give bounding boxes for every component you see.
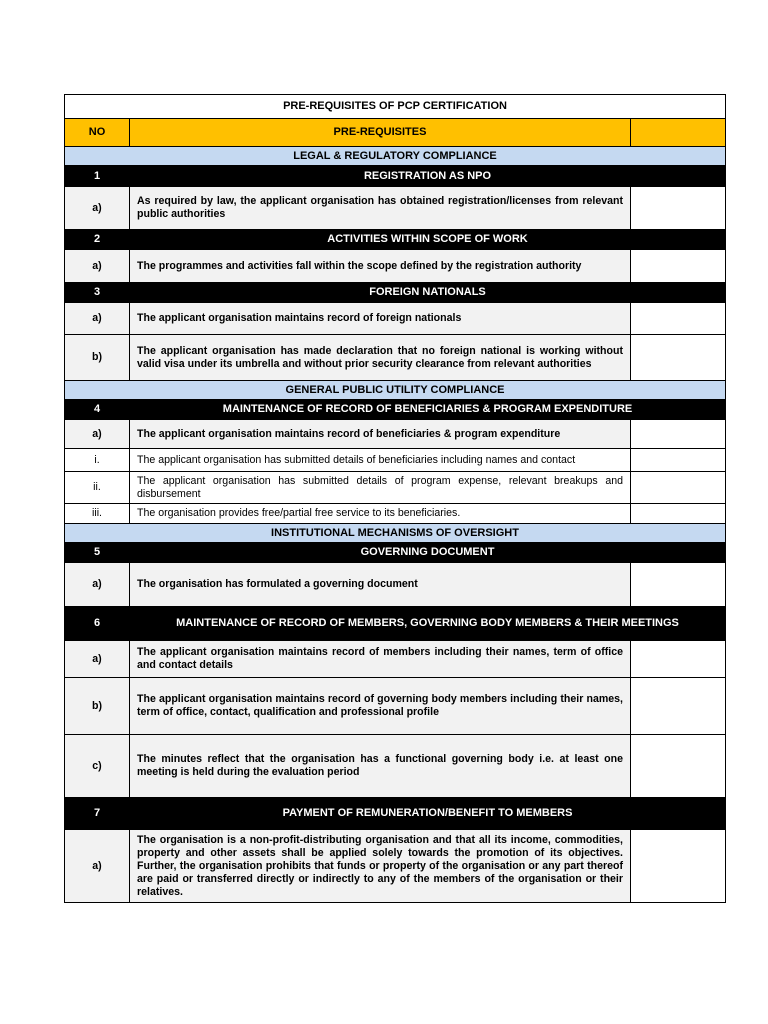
compliance-cell[interactable] [631, 335, 726, 381]
item-label: a) [65, 563, 130, 607]
item-description: The applicant organisation has made declaration that no foreign national is working without valid visa under its umbrella and without prior security clearance from relevant authorities [130, 335, 631, 381]
group-title: ACTIVITIES WITHIN SCOPE OF WORK [130, 230, 726, 250]
item-description: The applicant organisation maintains record of members including their names, term of office and contact details [130, 641, 631, 678]
group-number: 4 [65, 400, 130, 420]
group-title: MAINTENANCE OF RECORD OF MEMBERS, GOVERNING BODY MEMBERS & THEIR MEETINGS [130, 607, 726, 641]
column-header-row [65, 119, 726, 147]
section-title: LEGAL & REGULATORY COMPLIANCE [65, 147, 726, 166]
group-title: PAYMENT OF REMUNERATION/BENEFIT TO MEMBERS [130, 798, 726, 830]
item-label: iii. [65, 504, 130, 524]
group-header-row [65, 543, 726, 563]
table-title-row [65, 95, 726, 119]
prerequisite-row [65, 420, 726, 449]
prerequisite-row [65, 303, 726, 335]
group-number: 7 [65, 798, 130, 830]
item-label: a) [65, 641, 130, 678]
compliance-cell[interactable] [631, 830, 726, 903]
group-header-row [65, 400, 726, 420]
compliance-cell[interactable] [631, 504, 726, 524]
item-description: The applicant organisation maintains record of foreign nationals [130, 303, 631, 335]
item-description: The programmes and activities fall within the scope defined by the registration authority [130, 250, 631, 283]
section-header-row [65, 524, 726, 543]
prerequisite-row [65, 250, 726, 283]
item-description: The applicant organisation maintains record of beneficiaries & program expenditure [130, 420, 631, 449]
item-label: a) [65, 187, 130, 230]
item-description: The organisation provides free/partial free service to its beneficiaries. [130, 504, 631, 524]
prerequisite-row [65, 335, 726, 381]
item-description: The applicant organisation maintains record of governing body members including their names, term of office, contact, qualification and professional profile [130, 678, 631, 735]
item-description: The applicant organisation has submitted details of program expense, relevant breakups and disbursement [130, 472, 631, 504]
column-header-blank [631, 119, 726, 147]
item-label: a) [65, 830, 130, 903]
compliance-cell[interactable] [631, 678, 726, 735]
group-number: 5 [65, 543, 130, 563]
prerequisite-row [65, 187, 726, 230]
section-title: INSTITUTIONAL MECHANISMS OF OVERSIGHT [65, 524, 726, 543]
item-label: a) [65, 420, 130, 449]
compliance-cell[interactable] [631, 187, 726, 230]
section-title: GENERAL PUBLIC UTILITY COMPLIANCE [65, 381, 726, 400]
compliance-cell[interactable] [631, 735, 726, 798]
item-description: The organisation is a non-profit-distributing organisation and that all its income, commodities, property and other assets shall be applied solely towards the promotion of its objectives. Further, the organisation prohibits that funds or property of the organisation or any part thereof are paid or transferred directly or indirectly to any of the members of the organisation or their relatives. [130, 830, 631, 903]
compliance-cell[interactable] [631, 641, 726, 678]
prerequisite-row [65, 735, 726, 798]
group-number: 2 [65, 230, 130, 250]
prerequisite-row [65, 678, 726, 735]
section-header-row [65, 381, 726, 400]
table-body [65, 95, 726, 903]
item-label: i. [65, 449, 130, 472]
item-label: c) [65, 735, 130, 798]
compliance-cell[interactable] [631, 303, 726, 335]
compliance-cell[interactable] [631, 420, 726, 449]
item-description: The minutes reflect that the organisation has a functional governing body i.e. at least one meeting is held during the evaluation period [130, 735, 631, 798]
group-header-row [65, 230, 726, 250]
prerequisite-row [65, 641, 726, 678]
group-title: REGISTRATION AS NPO [130, 166, 726, 187]
group-number: 3 [65, 283, 130, 303]
compliance-cell[interactable] [631, 563, 726, 607]
group-title: GOVERNING DOCUMENT [130, 543, 726, 563]
compliance-cell[interactable] [631, 472, 726, 504]
group-title: MAINTENANCE OF RECORD OF BENEFICIARIES & PROGRAM EXPENDITURE [130, 400, 726, 420]
sub-item-row [65, 449, 726, 472]
group-header-row [65, 166, 726, 187]
group-number: 6 [65, 607, 130, 641]
section-header-row [65, 147, 726, 166]
group-header-row [65, 607, 726, 641]
column-header-no: NO [65, 119, 130, 147]
compliance-cell[interactable] [631, 250, 726, 283]
item-description: The applicant organisation has submitted details of beneficiaries including names and contact [130, 449, 631, 472]
item-label: b) [65, 335, 130, 381]
group-header-row [65, 283, 726, 303]
item-label: ii. [65, 472, 130, 504]
item-description: As required by law, the applicant organisation has obtained registration/licenses from relevant public authorities [130, 187, 631, 230]
column-header-prerequisites: PRE-REQUISITES [130, 119, 631, 147]
table-title: PRE-REQUISITES OF PCP CERTIFICATION [65, 95, 726, 119]
prerequisites-table [64, 94, 726, 903]
group-number: 1 [65, 166, 130, 187]
item-label: a) [65, 250, 130, 283]
group-title: FOREIGN NATIONALS [130, 283, 726, 303]
prerequisite-row [65, 563, 726, 607]
prerequisite-row [65, 830, 726, 903]
compliance-cell[interactable] [631, 449, 726, 472]
item-description: The organisation has formulated a governing document [130, 563, 631, 607]
group-header-row [65, 798, 726, 830]
sub-item-row [65, 504, 726, 524]
item-label: b) [65, 678, 130, 735]
item-label: a) [65, 303, 130, 335]
sub-item-row [65, 472, 726, 504]
